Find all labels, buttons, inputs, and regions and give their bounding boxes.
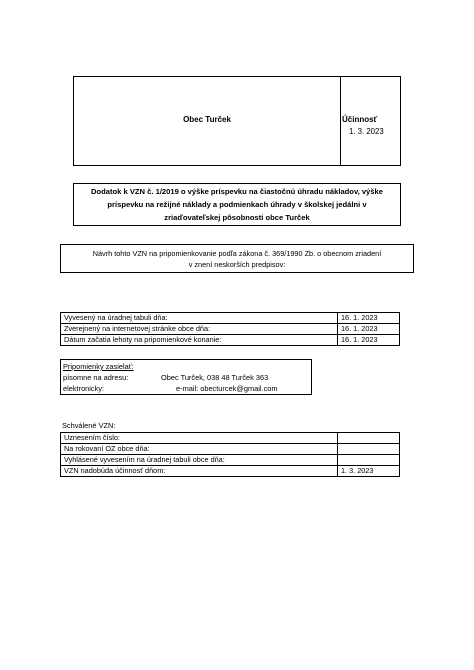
table-cell-value: 1. 3. 2023	[338, 466, 400, 477]
effect-date: 1. 3. 2023	[349, 127, 384, 136]
table-cell-value	[338, 455, 400, 466]
draft-note-box	[60, 244, 414, 273]
table-cell-label: Zverejnený na internetovej stránke obce dňa:	[61, 324, 338, 335]
table-row	[61, 455, 400, 466]
table-cell-label: Vyvesený na úradnej tabuli dňa:	[61, 313, 338, 324]
effect-label: Účinnosť	[342, 115, 378, 124]
table-cell-label: Vyhlásené vyvesením na úradnej tabuli obce dňa:	[61, 455, 338, 466]
title-line-3: zriaďovateľskej pôsobnosti obce Turček	[164, 213, 310, 222]
title-line-1: Dodatok k VZN č. 1/2019 o výške príspevku na čiastočnú úhradu nákladov, výške	[91, 187, 383, 196]
title-box	[73, 183, 401, 226]
header-box	[73, 76, 401, 166]
table-cell-value	[338, 433, 400, 444]
municipality-name: Obec Turček	[183, 115, 231, 124]
email-value: e-mail: obecturcek@gmail.com	[176, 384, 278, 393]
title-line-2: príspevku na režijné náklady a podmienkach úhrady v školskej jedálni v	[107, 200, 367, 209]
comments-title: Pripomienky zasielať:	[63, 362, 134, 371]
table-cell-label: Na rokovaní OZ obce dňa:	[61, 444, 338, 455]
table-cell-label: Uznesením číslo:	[61, 433, 338, 444]
table-cell-value: 16. 1. 2023	[338, 313, 400, 324]
table-cell-value: 16. 1. 2023	[338, 324, 400, 335]
draft-note-line-1: Návrh tohto VZN na pripomienkovanie podľa zákona č. 369/1990 Zb. o obecnom zriadení	[92, 249, 382, 258]
email-label: elektronicky:	[63, 384, 105, 393]
table-row	[61, 335, 400, 346]
approved-title: Schválené VZN:	[62, 421, 116, 430]
header-divider	[340, 77, 341, 165]
table-row	[61, 466, 400, 477]
table-cell-label: VZN nadobúda účinnosť dňom:	[61, 466, 338, 477]
table-cell-value: 16. 1. 2023	[338, 335, 400, 346]
posting-table	[60, 312, 400, 346]
postal-label: písomne na adresu:	[63, 373, 129, 382]
comments-box	[60, 359, 312, 395]
table-cell-value	[338, 444, 400, 455]
table-row	[61, 433, 400, 444]
table-row	[61, 313, 400, 324]
table-row	[61, 444, 400, 455]
table-cell-label: Dátum začatia lehoty na pripomienkové konanie:	[61, 335, 338, 346]
table-row	[61, 324, 400, 335]
approved-table	[60, 432, 400, 477]
postal-value: Obec Turček, 038 48 Turček 363	[161, 373, 269, 382]
draft-note-line-2: v znení neskorších predpisov:	[188, 260, 286, 269]
